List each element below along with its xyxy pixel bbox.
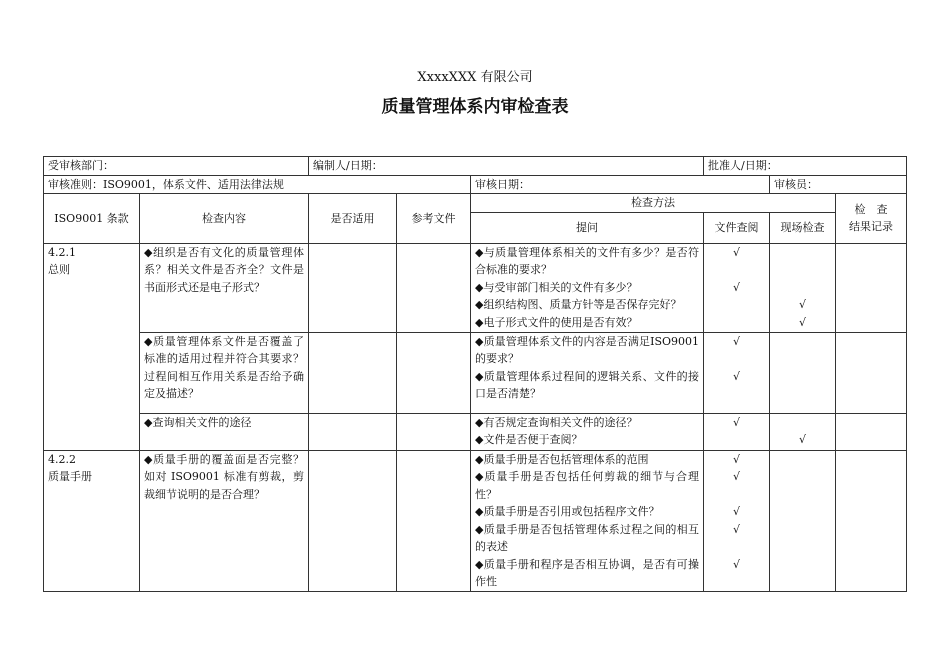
editor-cell[interactable]: 编制人/日期：: [309, 157, 704, 176]
question-cell: [471, 332, 704, 413]
col-method: 检查方法: [471, 194, 836, 213]
check-mark: √: [733, 280, 741, 294]
question-item: ◆电子形式文件的使用是否有效？: [475, 315, 638, 329]
table-row: [44, 413, 907, 450]
doc-review-cell[interactable]: [704, 450, 770, 591]
check-mark: √: [799, 298, 807, 311]
question-item: ◆有否规定查询相关文件的途径？: [475, 415, 638, 429]
check-mark: √: [733, 245, 741, 259]
table-row: [44, 332, 907, 413]
col-applicable: 是否适用: [309, 194, 397, 244]
column-header-row-1: [44, 194, 907, 213]
question-item: ◆质量手册和程序是否相互协调，是否有可操作性: [475, 557, 700, 588]
doc-review-cell[interactable]: [704, 332, 770, 413]
audit-date-cell[interactable]: 审核日期：: [471, 175, 770, 194]
question-item: ◆质量管理体系过程间的逻辑关系、文件的接口是否清楚？: [475, 369, 700, 400]
question-cell: [471, 450, 704, 591]
doc-review-cell[interactable]: [704, 413, 770, 450]
clause-cell: [44, 450, 140, 591]
check-mark: √: [733, 522, 741, 536]
col-content: 检查内容: [140, 194, 309, 244]
approver-cell[interactable]: 批准人/日期：: [704, 157, 907, 176]
content-cell: ◆质量手册的覆盖面是否完整？如对 ISO9001 标准有剪裁，剪裁细节说明的是否合理？: [140, 450, 309, 591]
result-cell[interactable]: [836, 332, 907, 413]
reference-cell[interactable]: [397, 332, 471, 413]
col-doc-review: 文件查阅: [704, 212, 770, 243]
content-cell: ◆质量管理体系文件是否覆盖了标准的适用过程并符合其要求？过程间相互作用关系是否给予确定及描述？: [140, 332, 309, 413]
question-item: ◆质量手册是否包括任何剪裁的细节与合理性？: [475, 470, 700, 501]
applicable-cell[interactable]: [309, 332, 397, 413]
header-row-1: [44, 157, 907, 176]
col-question: 提问: [471, 212, 704, 243]
company-name: XxxxXXX 有限公司: [417, 70, 533, 85]
col-result: [836, 194, 907, 244]
check-mark: √: [733, 470, 741, 483]
result-cell[interactable]: [836, 413, 907, 450]
applicable-cell[interactable]: [309, 243, 397, 332]
check-mark: √: [733, 557, 741, 571]
reference-cell[interactable]: [397, 413, 471, 450]
col-site-check: 现场检查: [770, 212, 836, 243]
audit-checklist-table: [43, 156, 907, 592]
criteria-cell: 审核准则：ISO9001，体系文件、适用法律法规: [44, 175, 471, 194]
result-cell[interactable]: [836, 243, 907, 332]
clause-cell: [44, 243, 140, 450]
site-check-cell[interactable]: [770, 413, 836, 450]
applicable-cell[interactable]: [309, 450, 397, 591]
check-mark: √: [799, 433, 807, 446]
check-mark: √: [733, 334, 741, 348]
question-cell: [471, 413, 704, 450]
site-check-cell[interactable]: [770, 450, 836, 591]
dept-cell[interactable]: 受审核部门：: [44, 157, 309, 176]
applicable-cell[interactable]: [309, 413, 397, 450]
table-row: [44, 450, 907, 591]
clause-number: 4.2.2: [48, 452, 76, 466]
table-row: [44, 243, 907, 332]
reference-cell[interactable]: [397, 243, 471, 332]
question-cell: [471, 243, 704, 332]
clause-number: 4.2.1: [48, 245, 76, 259]
content-cell: ◆查询相关文件的途径: [140, 413, 309, 450]
col-clause: ISO9001 条款: [44, 194, 140, 244]
check-mark: √: [733, 369, 741, 383]
auditor-cell[interactable]: 审核员：: [770, 175, 907, 194]
question-item: ◆与质量管理体系相关的文件有多少？是否符合标准的要求？: [475, 245, 700, 276]
check-mark: √: [733, 415, 741, 429]
content-cell: ◆组织是否有文化的质量管理体系？相关文件是否齐全？文件是书面形式还是电子形式？: [140, 243, 309, 332]
check-mark: √: [733, 505, 741, 518]
result-cell[interactable]: [836, 450, 907, 591]
question-item: ◆文件是否便于查阅？: [475, 433, 583, 446]
question-item: ◆组织结构图、质量方针等是否保存完好？: [475, 298, 682, 311]
site-check-cell[interactable]: [770, 243, 836, 332]
col-reference: 参考文件: [397, 194, 471, 244]
site-check-cell[interactable]: [770, 332, 836, 413]
question-item: ◆质量手册是否包括管理体系过程之间的相互的表述: [475, 522, 700, 553]
header-row-2: [44, 175, 907, 194]
question-item: ◆质量管理体系文件的内容是否满足ISO9001 的要求？: [475, 334, 700, 365]
check-mark: √: [799, 315, 807, 329]
clause-name: 总则: [48, 263, 70, 276]
question-item: ◆与受审部门相关的文件有多少？: [475, 280, 638, 294]
document-title: 质量管理体系内审检查表: [381, 97, 569, 117]
col-result-line1: 检 查: [854, 202, 888, 216]
question-item: ◆质量手册是否包括管理体系的范围: [475, 452, 649, 466]
col-result-line2: 结果记录: [849, 220, 894, 234]
doc-review-cell[interactable]: [704, 243, 770, 332]
reference-cell[interactable]: [397, 450, 471, 591]
check-mark: √: [733, 452, 741, 466]
question-item: ◆质量手册是否引用或包括程序文件？: [475, 505, 660, 518]
clause-name: 质量手册: [48, 470, 92, 483]
